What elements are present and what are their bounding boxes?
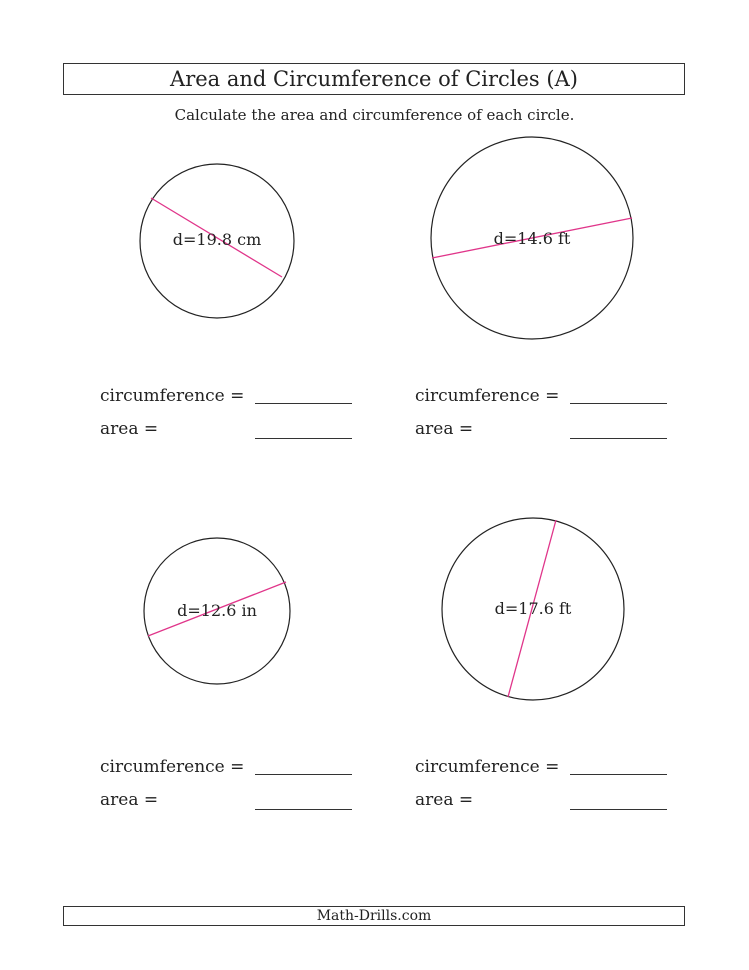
circumference-blank[interactable] [570, 774, 667, 775]
instructions: Calculate the area and circumference of each circle. [174, 106, 575, 124]
circumference-blank[interactable] [255, 403, 352, 404]
area-blank[interactable] [255, 809, 352, 810]
circle-diagram-3 [143, 537, 291, 685]
circle-diagram-2 [430, 136, 634, 340]
circle-diagram-4 [441, 517, 625, 701]
circumference-blank[interactable] [255, 774, 352, 775]
circle-diagram-1 [139, 163, 295, 319]
area-answer-2 [415, 419, 667, 441]
footer-credit: Math-Drills.com [63, 906, 685, 926]
area-label: area = [415, 790, 474, 810]
circumference-label: circumference = [415, 386, 560, 406]
area-blank[interactable] [570, 438, 667, 439]
circumference-label: circumference = [415, 757, 560, 777]
diameter-label-3: d=12.6 in [177, 601, 257, 620]
diameter-label-2: d=14.6 ft [493, 229, 571, 248]
diameter-label-4: d=17.6 ft [494, 599, 572, 618]
area-answer-4 [415, 790, 667, 812]
area-label: area = [100, 419, 159, 439]
area-label: area = [415, 419, 474, 439]
circumference-answer-3 [100, 757, 352, 779]
circumference-label: circumference = [100, 757, 245, 777]
worksheet-title: Area and Circumference of Circles (A) [63, 63, 685, 95]
area-answer-1 [100, 419, 352, 441]
area-blank[interactable] [570, 809, 667, 810]
area-label: area = [100, 790, 159, 810]
area-blank[interactable] [255, 438, 352, 439]
circumference-blank[interactable] [570, 403, 667, 404]
diameter-label-1: d=19.8 cm [172, 230, 262, 249]
circumference-label: circumference = [100, 386, 245, 406]
circumference-answer-1 [100, 386, 352, 408]
circumference-answer-2 [415, 386, 667, 408]
circumference-answer-4 [415, 757, 667, 779]
area-answer-3 [100, 790, 352, 812]
